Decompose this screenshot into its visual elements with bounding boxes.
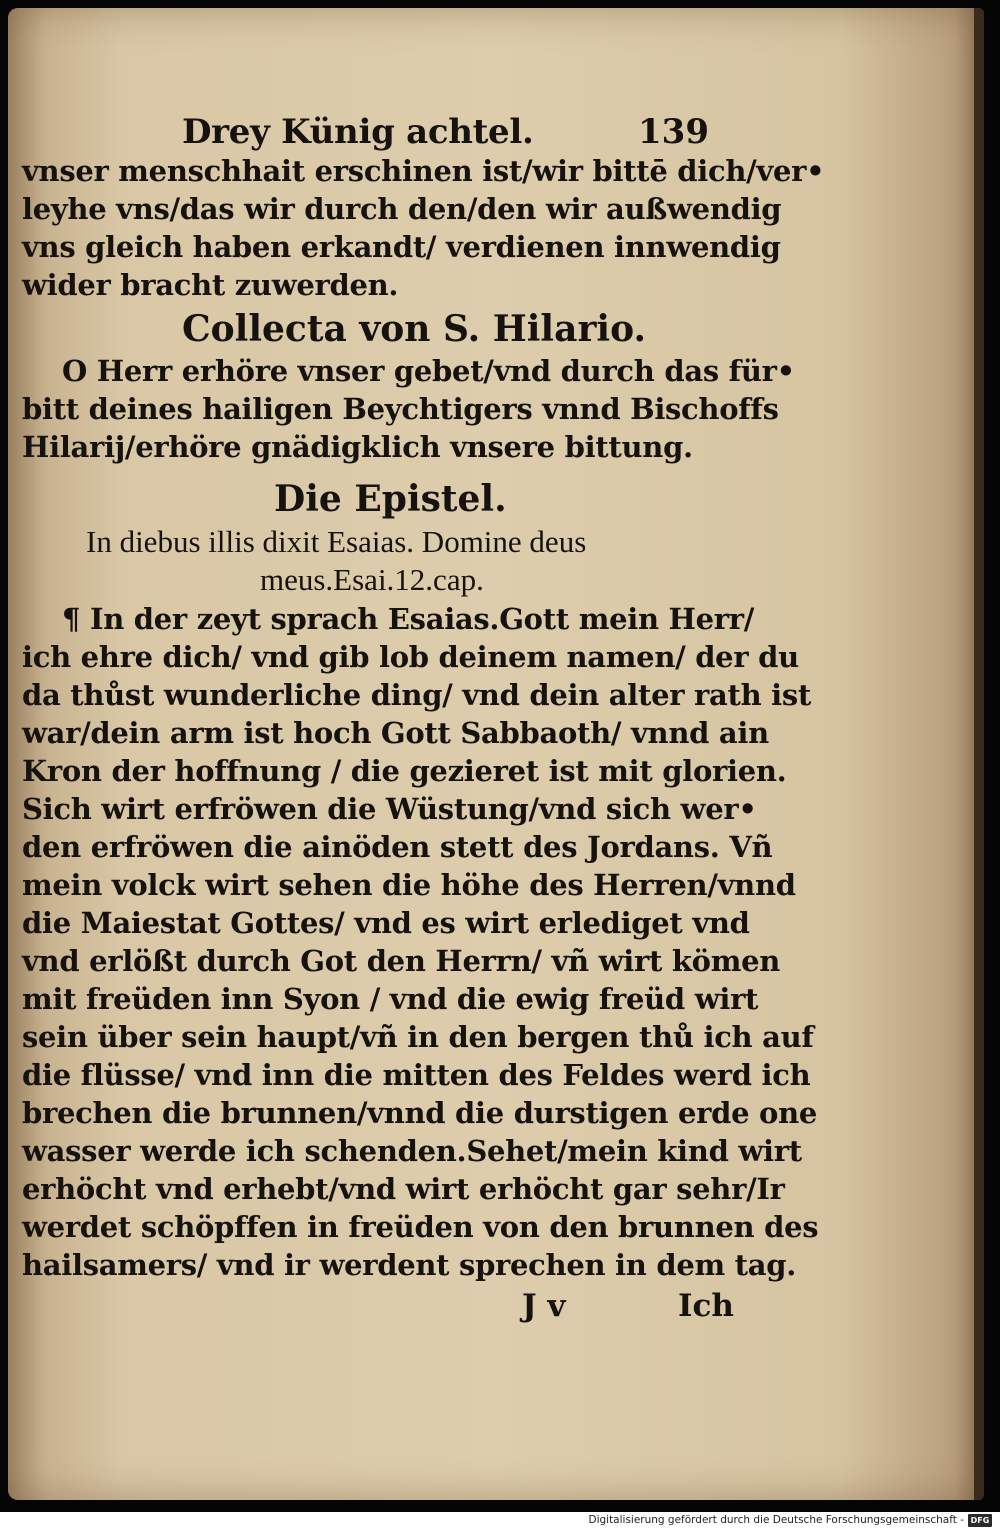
collect-line-3: Hilarij/erhöre gnädigklich vnsere bittung.: [22, 430, 693, 464]
collect-line-1: O Herr erhöre vnser gebet/vnd durch das für•: [62, 354, 795, 388]
epistle-line-4: war/dein arm ist hoch Gott Sabbaoth/ vnnd ain: [22, 716, 769, 750]
collect-line-2: bitt deines hailigen Beychtigers vnnd Bischoffs: [22, 392, 779, 426]
epistle-line-9: die Maiestat Gottes/ vnd es wirt erlediget vnd: [22, 906, 750, 940]
text-line-1: vnser menschhait erschinen ist/wir bittē dich/ver•: [22, 154, 825, 188]
epistle-line-18: hailsamers/ vnd ir werdent sprechen in dem tag.: [22, 1248, 797, 1282]
text-line-2: leyhe vns/das wir durch den/den wir außwendig: [22, 192, 782, 226]
epistle-line-6: Sich wirt erfröwen die Wüstung/vnd sich wer•: [22, 792, 757, 826]
funding-notice: Digitalisierung gefördert durch die Deutsche Forschungsgemeinschaft -: [588, 1514, 964, 1526]
latin-line-2: meus.Esai.12.cap.: [260, 562, 484, 597]
page-number: 139: [638, 112, 709, 152]
epistle-line-7: den erfröwen die ainöden stett des Jordans. Vñ: [22, 830, 773, 864]
book-page: [8, 8, 984, 1500]
epistle-line-14: brechen die brunnen/vnnd die durstigen erde one: [22, 1096, 818, 1130]
text-line-4: wider bracht zuwerden.: [22, 268, 399, 302]
dfg-logo: DFG: [968, 1514, 992, 1527]
running-header: Drey Künig achtel.: [182, 112, 534, 152]
epistle-line-13: die flüsse/ vnd inn die mitten des Feldes werd ich: [22, 1058, 811, 1092]
epistle-line-11: mit freüden inn Syon / vnd die ewig freüd wirt: [22, 982, 759, 1016]
footer-bar: [0, 1512, 1000, 1530]
epistle-line-16: erhöcht vnd erhebt/vnd wirt erhöcht gar sehr/Ir: [22, 1172, 785, 1206]
signature-mark: J v: [522, 1288, 566, 1324]
epistle-line-1: ¶ In der zeyt sprach Esaias.Gott mein Herr/: [62, 602, 755, 636]
epistle-line-12: sein über sein haupt/vñ in den bergen thů ich auf: [22, 1020, 814, 1054]
epistle-line-10: vnd erlößt durch Got den Herrn/ vñ wirt kömen: [22, 944, 781, 978]
epistle-line-2: ich ehre dich/ vnd gib lob deinem namen/ der du: [22, 640, 799, 674]
collect-heading: Collecta von S. Hilario.: [182, 308, 646, 350]
epistle-line-8: mein volck wirt sehen die höhe des Herren/vnnd: [22, 868, 796, 902]
catchword: Ich: [678, 1288, 734, 1324]
latin-line-1: In diebus illis dixit Esaias. Domine deus: [86, 524, 587, 559]
epistle-line-3: da thůst wunderliche ding/ vnd dein alter rath ist: [22, 678, 812, 712]
epistle-line-17: werdet schöpffen in freüden von den brunnen des: [22, 1210, 819, 1244]
text-line-3: vns gleich haben erkandt/ verdienen innwendig: [22, 230, 781, 264]
epistle-line-5: Kron der hoffnung / die gezieret ist mit glorien.: [22, 754, 787, 788]
epistle-line-15: wasser werde ich schenden.Sehet/mein kind wirt: [22, 1134, 802, 1168]
epistle-heading: Die Epistel.: [274, 478, 507, 520]
